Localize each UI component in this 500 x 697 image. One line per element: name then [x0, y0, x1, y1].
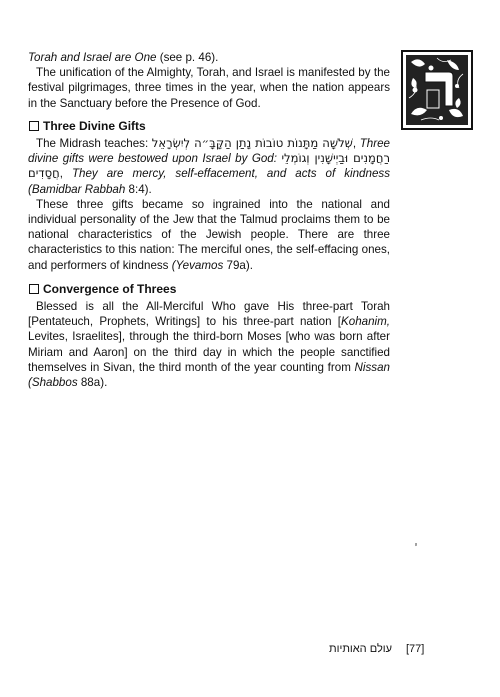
paragraph-intro: [28, 50, 390, 65]
page-footer: [0, 643, 500, 659]
paragraph-talmud: [28, 197, 390, 273]
page-number: [77]: [406, 643, 425, 655]
text-span: 8:4).: [125, 182, 152, 196]
stray-mark: י: [415, 541, 418, 551]
italic-phrase: Three divine gifts were bestowed upon Israel by God:: [28, 137, 390, 166]
checkbox-square-icon: [29, 121, 39, 131]
checkbox-square-icon: [29, 284, 39, 294]
text-span: Levites, Israelites], through the third-born Moses [who was born after Miriam and Aaron] on the third day in which the people sanctified themselves in Sivan, the third month of the year counting from: [28, 330, 390, 374]
decorative-woodcut-initial-icon: [401, 50, 473, 130]
section-heading-three-divine-gifts: [28, 119, 390, 134]
section-heading-convergence-of-threes: [28, 282, 390, 297]
hebrew-quote: שְׁלֹשָׁה מַתָּנוֹת טוֹבוֹת נָתַן הַקָּבָּ״ה לְיִשְׂרָאֵל: [151, 136, 353, 151]
italic-phrase: Torah and Israel are One: [28, 51, 157, 64]
text-span: 79a).: [223, 258, 253, 272]
italic-phrase: They are mercy, self-effacement, and acts of kindness (Bamidbar Rabbah: [28, 167, 390, 196]
text-span: The Midrash teaches:: [36, 137, 152, 151]
main-text-column: [28, 50, 390, 390]
text-span: ,: [352, 137, 360, 151]
running-title-hebrew: עולם האותיות: [329, 643, 393, 655]
heading-text: Three Divine Gifts: [43, 118, 146, 133]
text-span: ,: [59, 167, 72, 181]
text-span: 88a).: [77, 376, 108, 390]
text-span: These three gifts became so ingrained into the national and individual personality of the Jew that the Talmud proclaims them to be national characteristics of the Jewish people. There are three characteristics to this nation: The merciful ones, the self-effacing ones, and performers of kindness: [28, 197, 390, 272]
italic-phrase: Nissan (Shabbos: [28, 360, 390, 390]
text-span: (see p. 46).: [156, 51, 219, 64]
text-span: Blessed is all the All-Merciful Who gave His three-part Torah [Pentateuch, Prophets, Writings] to his three-part nation [: [28, 300, 390, 329]
heading-text: Convergence of Threes: [43, 281, 177, 296]
paragraph-unification: The unification of the Almighty, Torah, and Israel is manifested by the festival pilgrimages, three times in the year, when the nation appears in the Sanctuary before the Presence of God.: [28, 66, 390, 110]
paragraph-blessed: [28, 299, 390, 390]
italic-phrase: (Yevamos: [171, 258, 224, 272]
italic-phrase: Kohanim,: [341, 315, 390, 329]
paragraph-midrash: [28, 136, 390, 197]
hebrew-quote: רַחֲמָנִים וּבַיְישָׁנִין וְגוֹמְלֵי חֲסָדִים: [28, 151, 390, 181]
